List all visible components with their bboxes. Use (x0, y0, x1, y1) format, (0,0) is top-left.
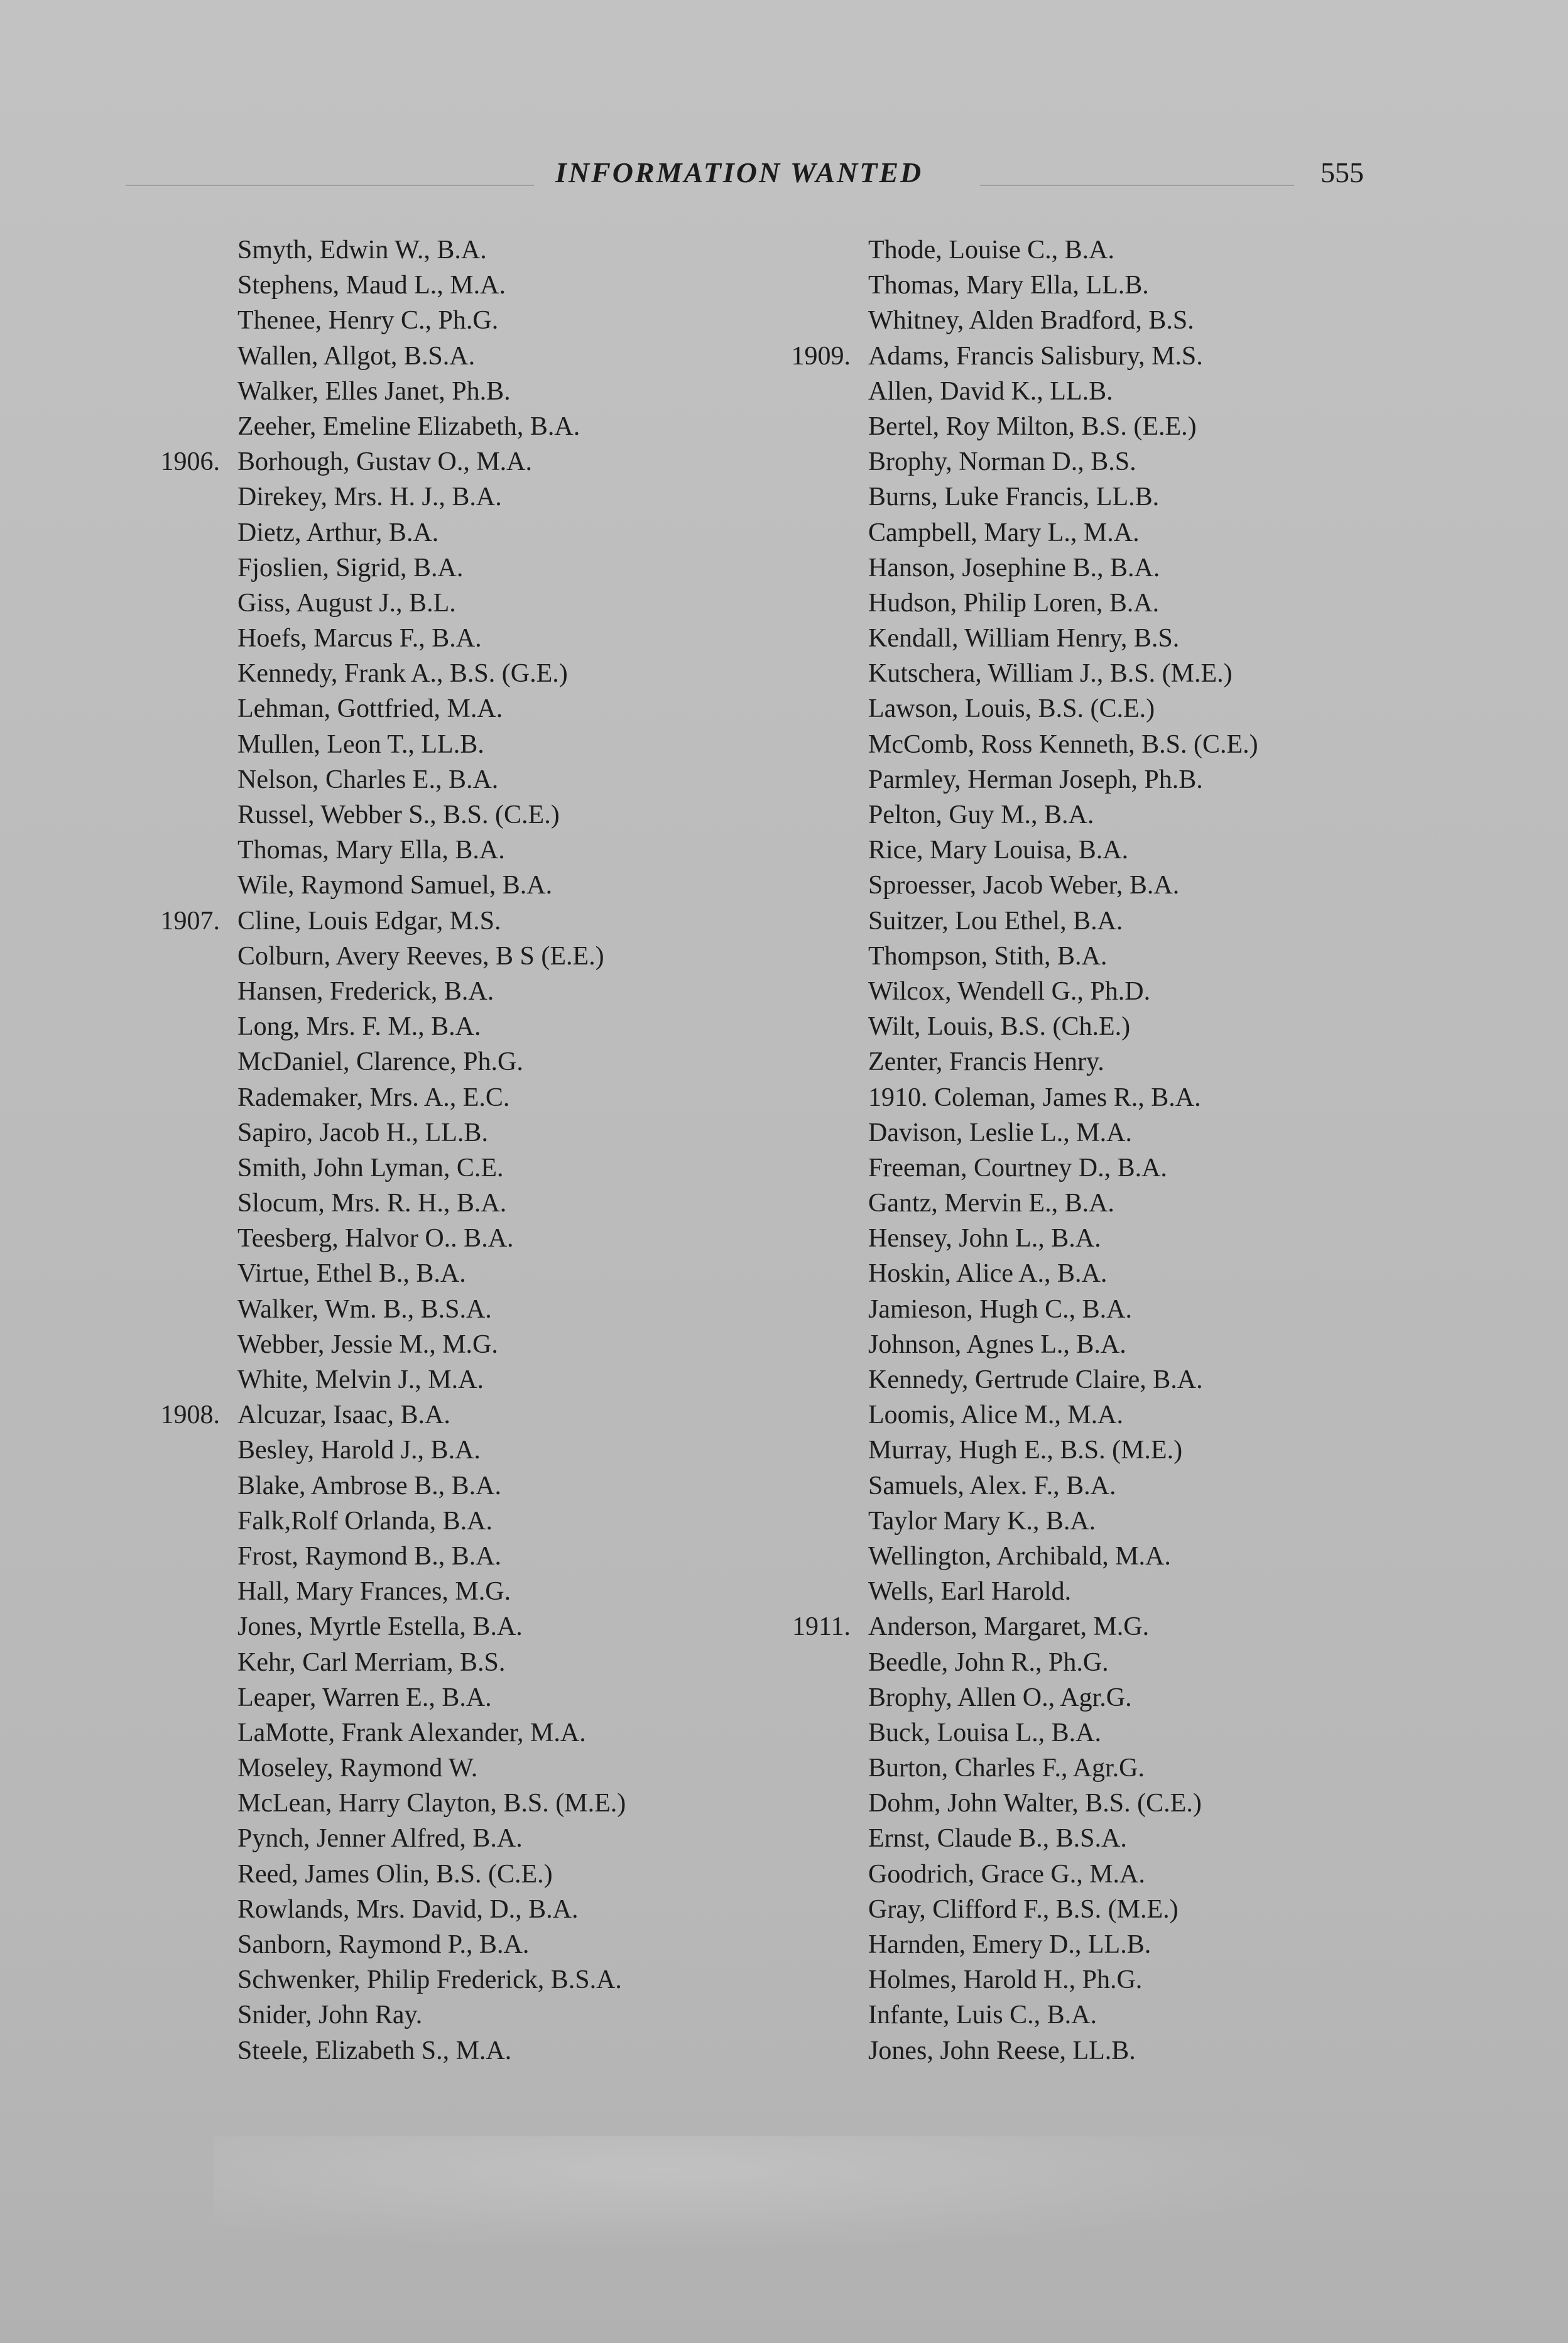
graduate-name: Leaper, Warren E., B.A. (237, 1683, 492, 1712)
graduate-name: Wile, Raymond Samuel, B.A. (237, 871, 553, 900)
graduate-name: Direkey, Mrs. H. J., B.A. (237, 483, 502, 512)
graduate-name: Dietz, Arthur, B.A. (237, 518, 439, 547)
graduate-name: Harnden, Emery D., LL.B. (868, 1930, 1152, 1959)
list-item (142, 1186, 770, 1221)
graduate-name: Wellington, Archibald, M.A. (868, 1541, 1171, 1571)
graduate-name: Ernst, Claude B., B.S.A. (868, 1824, 1127, 1854)
graduate-name: Steele, Elizabeth S., M.A. (237, 2036, 512, 2065)
list-item (773, 1750, 1401, 1786)
list-item (773, 1962, 1401, 1997)
list-item (773, 479, 1401, 515)
list-item (773, 1539, 1401, 1574)
list-item (773, 1468, 1401, 1504)
list-item (142, 1962, 770, 1997)
graduate-name: Pynch, Jenner Alfred, B.A. (237, 1824, 523, 1854)
graduate-name: Lehman, Gottfried, M.A. (237, 694, 503, 724)
graduate-name: Johnson, Agnes L., B.A. (868, 1330, 1126, 1359)
graduate-name: Davison, Leslie L., M.A. (868, 1118, 1132, 1147)
list-item (142, 656, 770, 691)
list-item (142, 1433, 770, 1468)
graduate-name: Campbell, Mary L., M.A. (868, 518, 1140, 547)
graduate-name: Loomis, Alice M., M.A. (868, 1401, 1123, 1430)
graduate-name: Thomas, Mary Ella, B.A. (237, 836, 505, 865)
graduate-name: Taylor Mary K., B.A. (868, 1506, 1096, 1536)
graduate-name: Rice, Mary Louisa, B.A. (868, 836, 1129, 865)
list-item (142, 1609, 770, 1644)
graduate-name: Mullen, Leon T., LL.B. (237, 729, 484, 759)
list-item (773, 1044, 1401, 1079)
list-item (142, 479, 770, 515)
list-item (142, 1009, 770, 1044)
list-item (773, 1609, 1401, 1644)
list-item (142, 691, 770, 726)
graduate-name: Frost, Raymond B., B.A. (237, 1541, 502, 1571)
graduate-name: Alcuzar, Isaac, B.A. (237, 1401, 450, 1430)
graduate-name: Giss, August J., B.L. (237, 588, 456, 618)
graduate-name: Whitney, Alden Bradford, B.S. (868, 306, 1194, 336)
list-item (142, 1044, 770, 1079)
graduate-name: Bertel, Roy Milton, B.S. (E.E.) (868, 412, 1197, 441)
list-item (142, 1362, 770, 1397)
list-item (142, 515, 770, 550)
page-header (0, 156, 1568, 206)
graduate-name: Kendall, William Henry, B.S. (868, 624, 1180, 653)
graduate-name: Burns, Luke Francis, LL.B. (868, 483, 1160, 512)
list-item (142, 1397, 770, 1433)
graduate-name: Brophy, Allen O., Agr.G. (868, 1683, 1132, 1712)
list-item (142, 1115, 770, 1150)
list-item (142, 1468, 770, 1504)
list-item (773, 444, 1401, 479)
list-item (773, 339, 1401, 374)
list-item (773, 1504, 1401, 1539)
graduate-name: Sanborn, Raymond P., B.A. (237, 1930, 530, 1959)
graduate-name: Adams, Francis Salisbury, M.S. (868, 341, 1203, 371)
list-item (773, 1433, 1401, 1468)
graduate-name: Jones, Myrtle Estella, B.A. (237, 1612, 523, 1642)
list-item (773, 1892, 1401, 1927)
graduate-name: Anderson, Margaret, M.G. (868, 1612, 1150, 1642)
graduate-name: Hoefs, Marcus F., B.A. (237, 624, 482, 653)
list-item (142, 1715, 770, 1750)
graduate-name: Buck, Louisa L., B.A. (868, 1718, 1101, 1747)
list-item (773, 1256, 1401, 1291)
list-item (773, 904, 1401, 939)
list-item (773, 409, 1401, 444)
list-item (773, 2033, 1401, 2068)
list-item (773, 1574, 1401, 1609)
list-item (142, 1821, 770, 1856)
list-item (142, 939, 770, 974)
graduate-name: Kutschera, William J., B.S. (M.E.) (868, 659, 1233, 689)
graduate-name: Smith, John Lyman, C.E. (237, 1153, 504, 1182)
list-item (142, 1574, 770, 1609)
list-item (773, 1115, 1401, 1150)
graduate-name: Hall, Mary Frances, M.G. (237, 1577, 511, 1607)
list-item (773, 691, 1401, 726)
graduate-name: Borhough, Gustav O., M.A. (237, 447, 532, 477)
list-item (773, 303, 1401, 338)
list-item (773, 1927, 1401, 1962)
graduate-name: Goodrich, Grace G., M.A. (868, 1859, 1145, 1889)
list-item (142, 1997, 770, 2033)
graduate-name: Slocum, Mrs. R. H., B.A. (237, 1189, 507, 1218)
graduate-name: Sapiro, Jacob H., LL.B. (237, 1118, 488, 1147)
list-item (142, 904, 770, 939)
graduate-name: Wells, Earl Harold. (868, 1577, 1072, 1607)
graduate-name: Smyth, Edwin W., B.A. (237, 236, 487, 265)
running-title: INFORMATION WANTED (555, 156, 923, 188)
list-item (773, 797, 1401, 833)
graduate-name: Zenter, Francis Henry. (868, 1047, 1104, 1077)
graduate-name: Schwenker, Philip Frederick, B.S.A. (237, 1965, 622, 1995)
graduate-name: Wallen, Allgot, B.S.A. (237, 341, 476, 371)
graduate-name: Thomas, Mary Ella, LL.B. (868, 271, 1149, 300)
graduate-name: Falk,Rolf Orlanda, B.A. (237, 1506, 493, 1536)
graduate-name: Jamieson, Hugh C., B.A. (868, 1294, 1132, 1324)
graduate-name: Burton, Charles F., Agr.G. (868, 1754, 1145, 1783)
list-item (773, 1645, 1401, 1680)
graduate-name: White, Melvin J., M.A. (237, 1365, 484, 1394)
class-year: 1907. (160, 906, 220, 936)
list-item (142, 974, 770, 1009)
graduate-name: Sproesser, Jacob Weber, B.A. (868, 871, 1180, 900)
graduate-name: McComb, Ross Kenneth, B.S. (C.E.) (868, 729, 1258, 759)
list-item (773, 1821, 1401, 1856)
graduate-name: Kehr, Carl Merriam, B.S. (237, 1647, 506, 1677)
list-item (142, 1327, 770, 1362)
list-item (773, 1786, 1401, 1821)
list-item (142, 1680, 770, 1715)
graduate-name: Pelton, Guy M., B.A. (868, 800, 1094, 829)
graduate-name: Colburn, Avery Reeves, B S (E.E.) (237, 941, 604, 971)
graduate-name: Webber, Jessie M., M.G. (237, 1330, 498, 1359)
list-item (773, 374, 1401, 409)
graduate-name: Infante, Luis C., B.A. (868, 2001, 1097, 2030)
graduate-name: Kennedy, Frank A., B.S. (G.E.) (237, 659, 568, 689)
graduate-name: Parmley, Herman Joseph, Ph.B. (868, 765, 1203, 794)
list-item (142, 232, 770, 268)
paper-smudge (214, 2136, 1344, 2249)
list-item (142, 1786, 770, 1821)
graduate-name: Thenee, Henry C., Ph.G. (237, 306, 499, 336)
list-item (773, 974, 1401, 1009)
list-item (142, 1256, 770, 1291)
list-item (773, 656, 1401, 691)
list-item (773, 1680, 1401, 1715)
graduate-name: Teesberg, Halvor O.. B.A. (237, 1224, 514, 1253)
graduate-name: Nelson, Charles E., B.A. (237, 765, 499, 794)
list-item (142, 762, 770, 797)
list-item (773, 727, 1401, 762)
graduate-name: Zeeher, Emeline Elizabeth, B.A. (237, 412, 580, 441)
graduate-name: LaMotte, Frank Alexander, M.A. (237, 1718, 586, 1747)
left-column (142, 232, 770, 2068)
list-item (142, 2033, 770, 2068)
list-item (773, 1362, 1401, 1397)
list-item (773, 762, 1401, 797)
graduate-name: Thompson, Stith, B.A. (868, 941, 1108, 971)
list-item (773, 515, 1401, 550)
list-item (142, 444, 770, 479)
graduate-name: Suitzer, Lou Ethel, B.A. (868, 906, 1123, 936)
list-item (773, 1150, 1401, 1186)
list-item (142, 1750, 770, 1786)
list-item (142, 303, 770, 338)
list-item (142, 586, 770, 621)
list-item (773, 939, 1401, 974)
graduate-name: Rowlands, Mrs. David, D., B.A. (237, 1894, 579, 1924)
list-item (142, 550, 770, 586)
graduate-name: Blake, Ambrose B., B.A. (237, 1471, 501, 1500)
list-item (142, 1292, 770, 1327)
list-item (773, 1397, 1401, 1433)
list-item (773, 232, 1401, 268)
graduate-name: Beedle, John R., Ph.G. (868, 1647, 1109, 1677)
list-item (773, 868, 1401, 903)
list-item (773, 833, 1401, 868)
list-item (142, 1927, 770, 1962)
list-item (142, 268, 770, 303)
graduate-name: Virtue, Ethel B., B.A. (237, 1259, 466, 1289)
graduate-name: Jones, John Reese, LL.B. (868, 2036, 1136, 2065)
graduate-name: Hanson, Josephine B., B.A. (868, 553, 1160, 582)
list-item (773, 586, 1401, 621)
graduate-name: Fjoslien, Sigrid, B.A. (237, 553, 464, 582)
graduate-name: Dohm, John Walter, B.S. (C.E.) (868, 1789, 1202, 1818)
graduate-name: Snider, John Ray. (237, 2001, 423, 2030)
header-rule-left (126, 185, 534, 186)
list-item (773, 1009, 1401, 1044)
list-item (142, 409, 770, 444)
list-item (142, 727, 770, 762)
graduate-name: Holmes, Harold H., Ph.G. (868, 1965, 1143, 1995)
list-item (773, 1997, 1401, 2033)
list-item (773, 1327, 1401, 1362)
graduate-name: Brophy, Norman D., B.S. (868, 447, 1136, 477)
list-item (773, 268, 1401, 303)
graduate-name: Murray, Hugh E., B.S. (M.E.) (868, 1436, 1183, 1465)
list-item (142, 339, 770, 374)
graduate-name: Stephens, Maud L., M.A. (237, 271, 506, 300)
graduate-name: Besley, Harold J., B.A. (237, 1436, 481, 1465)
list-item (142, 833, 770, 868)
graduate-name: Lawson, Louis, B.S. (C.E.) (868, 694, 1155, 724)
graduate-name: 1910. Coleman, James R., B.A. (868, 1083, 1201, 1112)
list-item (142, 868, 770, 903)
list-item (142, 1892, 770, 1927)
graduate-name: Walker, Elles Janet, Ph.B. (237, 376, 511, 406)
graduate-name: Wilt, Louis, B.S. (Ch.E.) (868, 1012, 1131, 1042)
list-item (773, 1186, 1401, 1221)
graduate-name: Wilcox, Wendell G., Ph.D. (868, 976, 1151, 1006)
list-item (773, 550, 1401, 586)
list-item (142, 797, 770, 833)
graduate-name: Rademaker, Mrs. A., E.C. (237, 1083, 510, 1112)
class-year: 1911. (792, 1612, 851, 1642)
page-number: 555 (1320, 156, 1364, 188)
list-item (142, 1539, 770, 1574)
list-item (773, 1080, 1401, 1115)
graduate-name: Hoskin, Alice A., B.A. (868, 1259, 1108, 1289)
list-item (773, 621, 1401, 656)
list-item (142, 1221, 770, 1256)
list-item (142, 1857, 770, 1892)
graduate-name: Moseley, Raymond W. (237, 1754, 478, 1783)
graduate-name: Reed, James Olin, B.S. (C.E.) (237, 1859, 553, 1889)
list-item (142, 1504, 770, 1539)
list-item (773, 1715, 1401, 1750)
graduate-name: Gantz, Mervin E., B.A. (868, 1189, 1114, 1218)
graduate-name: Hudson, Philip Loren, B.A. (868, 588, 1160, 618)
header-rule-right (980, 185, 1294, 186)
graduate-name: Cline, Louis Edgar, M.S. (237, 906, 501, 936)
right-column (773, 232, 1401, 2068)
class-year: 1906. (160, 447, 220, 477)
list-item (142, 1150, 770, 1186)
graduate-name: Kennedy, Gertrude Claire, B.A. (868, 1365, 1203, 1394)
list-item (142, 1645, 770, 1680)
graduate-name: McLean, Harry Clayton, B.S. (M.E.) (237, 1789, 626, 1818)
class-year: 1909. (791, 341, 851, 371)
graduate-name: McDaniel, Clarence, Ph.G. (237, 1047, 523, 1077)
list-item (773, 1292, 1401, 1327)
graduate-name: Gray, Clifford F., B.S. (M.E.) (868, 1894, 1179, 1924)
list-item (142, 374, 770, 409)
graduate-name: Long, Mrs. F. M., B.A. (237, 1012, 481, 1042)
graduate-name: Samuels, Alex. F., B.A. (868, 1471, 1116, 1500)
graduate-name: Hensey, John L., B.A. (868, 1224, 1101, 1253)
graduate-name: Thode, Louise C., B.A. (868, 236, 1114, 265)
graduate-name: Walker, Wm. B., B.S.A. (237, 1294, 492, 1324)
graduate-name: Russel, Webber S., B.S. (C.E.) (237, 800, 560, 829)
list-item (142, 1080, 770, 1115)
class-year: 1908. (160, 1401, 220, 1430)
graduate-name: Hansen, Frederick, B.A. (237, 976, 494, 1006)
list-item (773, 1221, 1401, 1256)
graduate-name: Freeman, Courtney D., B.A. (868, 1153, 1167, 1182)
list-item (142, 621, 770, 656)
list-item (773, 1857, 1401, 1892)
graduate-name: Allen, David K., LL.B. (868, 376, 1113, 406)
